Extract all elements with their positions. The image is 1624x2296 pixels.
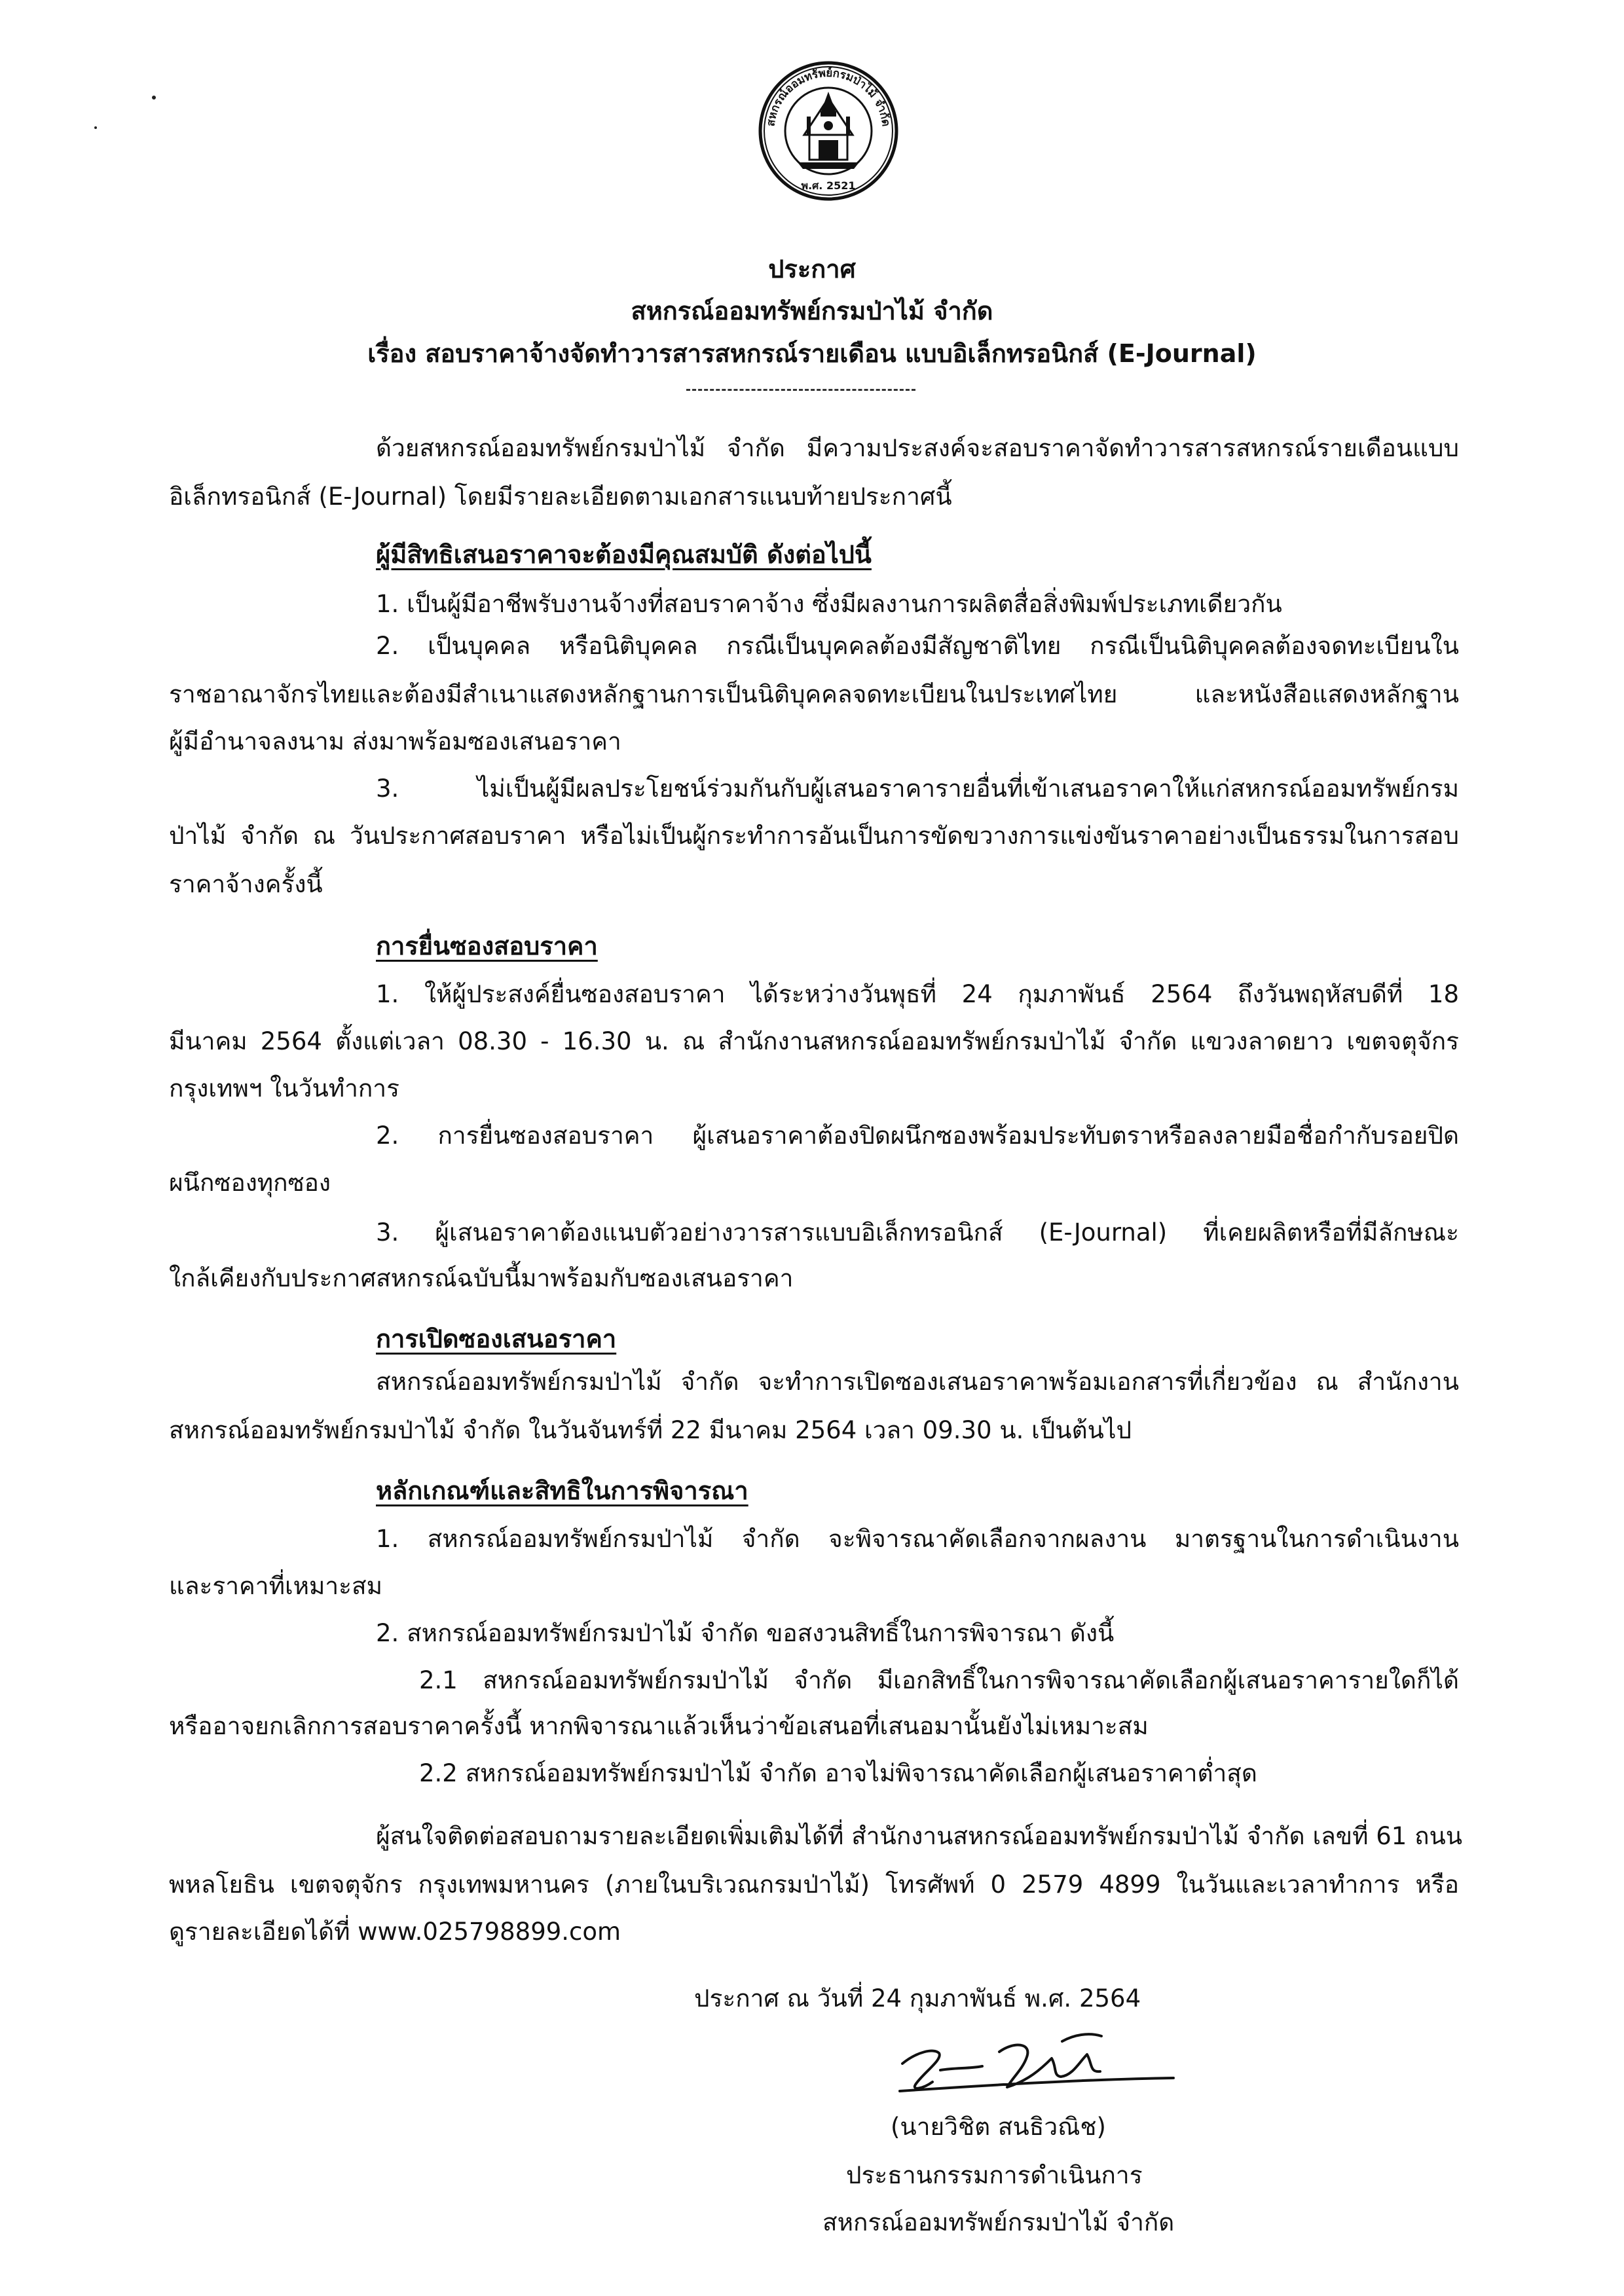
cooperative-seal-logo: [758, 58, 898, 215]
announcement-date: ประกาศ ณ วันที่ 24 กุมภาพันธ์ พ.ศ. 2564: [694, 1984, 1141, 2013]
submission-line: ผนึกซองทุกซอง: [169, 1169, 331, 1197]
qualifications-heading: ผู้มีสิทธิเสนอราคาจะต้องมีคุณสมบัติ ดังต่อไปนี้: [376, 540, 872, 569]
signatory-organization: สหกรณ์ออมทรัพย์กรมป่าไม้ จำกัด: [822, 2208, 1175, 2236]
signatory-position: ประธานกรรมการดำเนินการ: [846, 2161, 1143, 2189]
intro-line: ด้วยสหกรณ์ออมทรัพย์กรมป่าไม้ จำกัด มีความประสงค์จะสอบราคาจัดทำวารสารสหกรณ์รายเดือนแบบ: [376, 434, 1459, 462]
qualification-item: 1. เป็นผู้มีอาชีพรับงานจ้างที่สอบราคาจ้าง ซึ่งมีผลงานการผลิตสื่อสิ่งพิมพ์ประเภทเดียวกัน: [376, 590, 1282, 618]
criteria-subitem: 2.2 สหกรณ์ออมทรัพย์กรมป่าไม้ จำกัด อาจไม่พิจารณาคัดเลือกผู้เสนอราคาต่ำสุด: [419, 1759, 1257, 1787]
announcement-subject: เรื่อง สอบราคาจ้างจัดทำวารสารสหกรณ์รายเดือน แบบอิเล็กทรอนิกส์ (E-Journal): [367, 339, 1257, 368]
contact-line: พหลโยธิน เขตจตุจักร กรุงเทพมหานคร (ภายในบริเวณกรมป่าไม้) โทรศัพท์ 0 2579 4899 ในวันและเวลาทำการ หรือ: [169, 1870, 1459, 1899]
criteria-subitem: 2.1 สหกรณ์ออมทรัพย์กรมป่าไม้ จำกัด มีเอกสิทธิ์ในการพิจารณาคัดเลือกผู้เสนอราคารายใดก็ได้: [419, 1666, 1459, 1694]
organization-name: สหกรณ์ออมทรัพย์กรมป่าไม้ จำกัด: [631, 297, 993, 325]
handwritten-signature: [897, 2023, 1179, 2098]
opening-line: สหกรณ์ออมทรัพย์กรมป่าไม้ จำกัด ในวันจันทร์ที่ 22 มีนาคม 2564 เวลา 09.30 น. เป็นต้นไป: [169, 1416, 1132, 1444]
contact-line: ดูรายละเอียดได้ที่ www.025798899.com: [169, 1918, 621, 1946]
submission-line: กรุงเทพฯ ในวันทำการ: [169, 1074, 399, 1102]
criteria-line: และราคาที่เหมาะสม: [169, 1572, 383, 1600]
qualification-line: ราชอาณาจักรไทยและต้องมีสำเนาแสดงหลักฐานการเป็นนิติบุคคลจดทะเบียนในประเทศไทย และหนังสือแสดงหลักฐาน: [169, 680, 1459, 708]
submission-item: 3. ผู้เสนอราคาต้องแนบตัวอย่างวารสารแบบอิเล็กทรอนิกส์ (E-Journal) ที่เคยผลิตหรือที่มีลักษณะ: [376, 1218, 1459, 1247]
svg-text:สหกรณ์ออมทรัพย์กรมป่าไม้ จำกัด: สหกรณ์ออมทรัพย์กรมป่าไม้ จำกัด: [764, 66, 893, 128]
svg-text:พ.ศ. 2521: พ.ศ. 2521: [801, 179, 856, 192]
scan-speck: [94, 126, 97, 129]
criteria-item: 1. สหกรณ์ออมทรัพย์กรมป่าไม้ จำกัด จะพิจารณาคัดเลือกจากผลงาน มาตรฐานในการดำเนินงาน: [376, 1525, 1459, 1553]
criteria-line: หรืออาจยกเลิกการสอบราคาครั้งนี้ หากพิจารณาแล้วเห็นว่าข้อเสนอที่เสนอมานั้นยังไม่เหมาะสม: [169, 1712, 1149, 1740]
submission-line: ใกล้เคียงกับประกาศสหกรณ์ฉบับนี้มาพร้อมกับซองเสนอราคา: [169, 1264, 794, 1292]
qualification-item: 2. เป็นบุคคล หรือนิติบุคคล กรณีเป็นบุคคลต้องมีสัญชาติไทย กรณีเป็นนิติบุคคลต้องจดทะเบียนใน: [376, 632, 1459, 660]
announcement-title: ประกาศ: [768, 255, 856, 283]
qualification-item: 3. ไม่เป็นผู้มีผลประโยชน์ร่วมกันกับผู้เสนอราคารายอื่นที่เข้าเสนอราคาให้แก่สหกรณ์ออมทรัพย์กรม: [376, 774, 1459, 803]
criteria-heading: หลักเกณฑ์และสิทธิในการพิจารณา: [376, 1476, 748, 1505]
submission-line: มีนาคม 2564 ตั้งแต่เวลา 08.30 - 16.30 น. ณ สำนักงานสหกรณ์ออมทรัพย์กรมป่าไม้ จำกัด แขวงลาดยาว เขตจตุจักร: [169, 1027, 1459, 1055]
submission-item: 1. ให้ผู้ประสงค์ยื่นซองสอบราคา ได้ระหว่างวันพุธที่ 24 กุมภาพันธ์ 2564 ถึงวันพฤหัสบดีที่ 18: [376, 980, 1459, 1008]
signatory-name: (นายวิชิต สนธิวณิช): [891, 2113, 1106, 2141]
opening-line: สหกรณ์ออมทรัพย์กรมป่าไม้ จำกัด จะทำการเปิดซองเสนอราคาพร้อมเอกสารที่เกี่ยวข้อง ณ สำนักงาน: [376, 1368, 1459, 1396]
scan-speck: [152, 96, 156, 100]
opening-heading: การเปิดซองเสนอราคา: [376, 1324, 617, 1353]
intro-line: อิเล็กทรอนิกส์ (E-Journal) โดยมีรายละเอียดตามเอกสารแนบท้ายประกาศนี้: [169, 483, 952, 511]
qualification-line: ราคาจ้างครั้งนี้: [169, 870, 323, 898]
qualification-line: ผู้มีอำนาจลงนาม ส่งมาพร้อมซองเสนอราคา: [169, 727, 621, 756]
contact-line: ผู้สนใจติดต่อสอบถามรายละเอียดเพิ่มเติมได้ที่ สำนักงานสหกรณ์ออมทรัพย์กรมป่าไม้ จำกัด เลขที่ 61 ถนน: [376, 1822, 1463, 1850]
qualification-line: ป่าไม้ จำกัด ณ วันประกาศสอบราคา หรือไม่เป็นผู้กระทำการอันเป็นการขัดขวางการแข่งขันราคาอย่างเป็นธรรมในการสอบ: [169, 822, 1459, 850]
criteria-item: 2. สหกรณ์ออมทรัพย์กรมป่าไม้ จำกัด ขอสงวนสิทธิ์ในการพิจารณา ดังนี้: [376, 1619, 1115, 1647]
submission-heading: การยื่นซองสอบราคา: [376, 932, 598, 960]
submission-item: 2. การยื่นซองสอบราคา ผู้เสนอราคาต้องปิดผนึกซองพร้อมประทับตราหรือลงลายมือชื่อกำกับรอยปิด: [376, 1121, 1459, 1150]
title-divider: [686, 389, 915, 391]
